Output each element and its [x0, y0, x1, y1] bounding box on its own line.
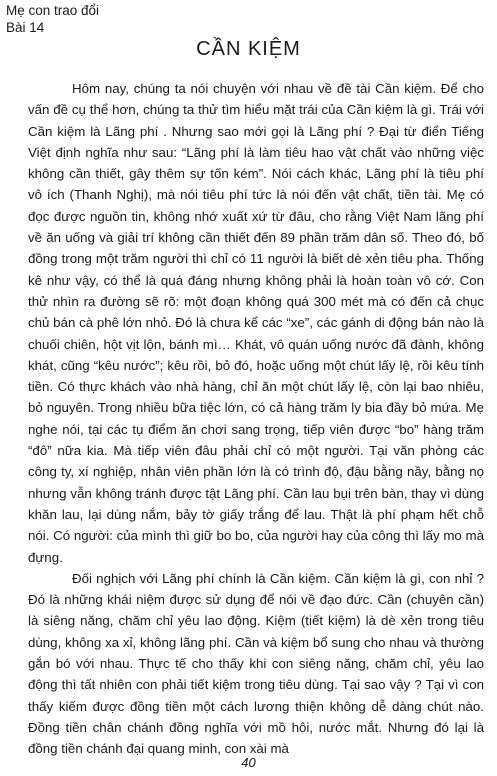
paragraph-2: Đối nghịch với Lãng phí chính là Cần kiệm. Cần kiệm là gì, con nhỉ ? Đó là những khái niệm được sử dụng để nói về đạo đức. Cần (chuyên cần) là siêng năng, chăm chỉ yêu lao động. Kiệm (tiết kiệm) là dè xẻn trong tiêu dùng, không xa xỉ, không lãng phí. Cần và kiệm bổ sung cho nhau và thường gắn bó với nhau. Thực tế cho thấy khi con siêng năng, chăm chỉ, yêu lao động thì tất nhiên con phải tiết kiệm trong tiêu dùng. Tại sao vậy ? Tại vì con thấy kiếm được đồng tiền một cách lương thiện không dễ dàng chút nào. Đồng tiền chân chánh đồng nghĩa với mồ hôi, nước mắt. Nhưng đó lại là đồng tiền chánh đại quang minh, con xài mà: [28, 570, 484, 757]
article-body: [28, 78, 484, 760]
series-title: Mẹ con trao đổi: [6, 3, 100, 18]
article-title: CẦN KIỆM: [196, 38, 301, 60]
paragraph-1: Hôm nay, chúng ta nói chuyện với nhau về đề tài Cần kiệm. Để cho vấn đề cụ thể hơn, chúng ta thử tìm hiểu mặt trái của Cần kiệm là gì. Trái với Cần kiệm là Lãng phí . Nhưng sao mới gọi là Lãng phí ? Đại từ điển Tiếng Việt định nghĩa như sau: “Lãng phí là làm tiêu hao vật chất vào những việc không cần thiết, gây thêm sự tốn kém”. Nói cách khác, Lãng phí là tiêu phí vô ích (Thanh Nghị), mà nói tiêu phí tức là nói đến vật chất, tiền tài. Mẹ có đọc được nguồn tin, không nhớ xuất xứ từ đâu, cho rằng Việt Nam lãng phí về ăn uống và giải trí không cần thiết đến 89 phần trăm dân số. Theo đó, bố đồng trong một trăm người thì chỉ có 11 người là biết dè xẻn tiêu pha. Thống kê như vậy, có thể là quá đáng nhưng không phải là hoàn toàn vô cớ. Con thử nhìn ra đường sẽ rõ: một đoạn không quá 300 mét mà có đến cả chục chủ bán cà phê lớn nhỏ. Đó là chưa kể các “xe”, các gánh di động bán nào là chuối chiên, hột vịt lộn, bánh mì… Khát, vô quán uống nước đã đành, không khát, cũng “kêu nước”; kêu rồi, bỏ đó, hoặc uống một chút lấy lệ, rồi kêu tính tiền. Có thực khách vào nhà hàng, chỉ ăn một chút lấy lệ, còn lại bao nhiêu, bỏ nguyên. Trong nhiều bữa tiệc lớn, có cả hàng trăm ly bia đầy bỏ mứa. Mẹ nghe nói, tại các tụ điểm ăn chơi sang trọng, tiếp viên được “bo” hàng trăm “đô” nữa kia. Mà tiếp viên đâu phải chỉ có một người. Tại văn phòng các công ty, xí nghiệp, nhân viên phần lớn là có trình độ, đậu bằng nầy, bằng nọ nhưng vẫn không tránh được tật Lãng phí. Cần lau bụi trên bàn, thay vì dùng khăn lau, lại dùng nắm, bảy tờ giấy trắng để lau. Thật là phí phạm hết chỗ nói. Có người: của mình thì giữ bo bo, của người hay của công thì lấy mo mà đựng.: [28, 81, 484, 565]
page-number: 40: [241, 755, 256, 770]
lesson-label: Bài 14: [6, 20, 45, 35]
page-header: [6, 2, 99, 36]
